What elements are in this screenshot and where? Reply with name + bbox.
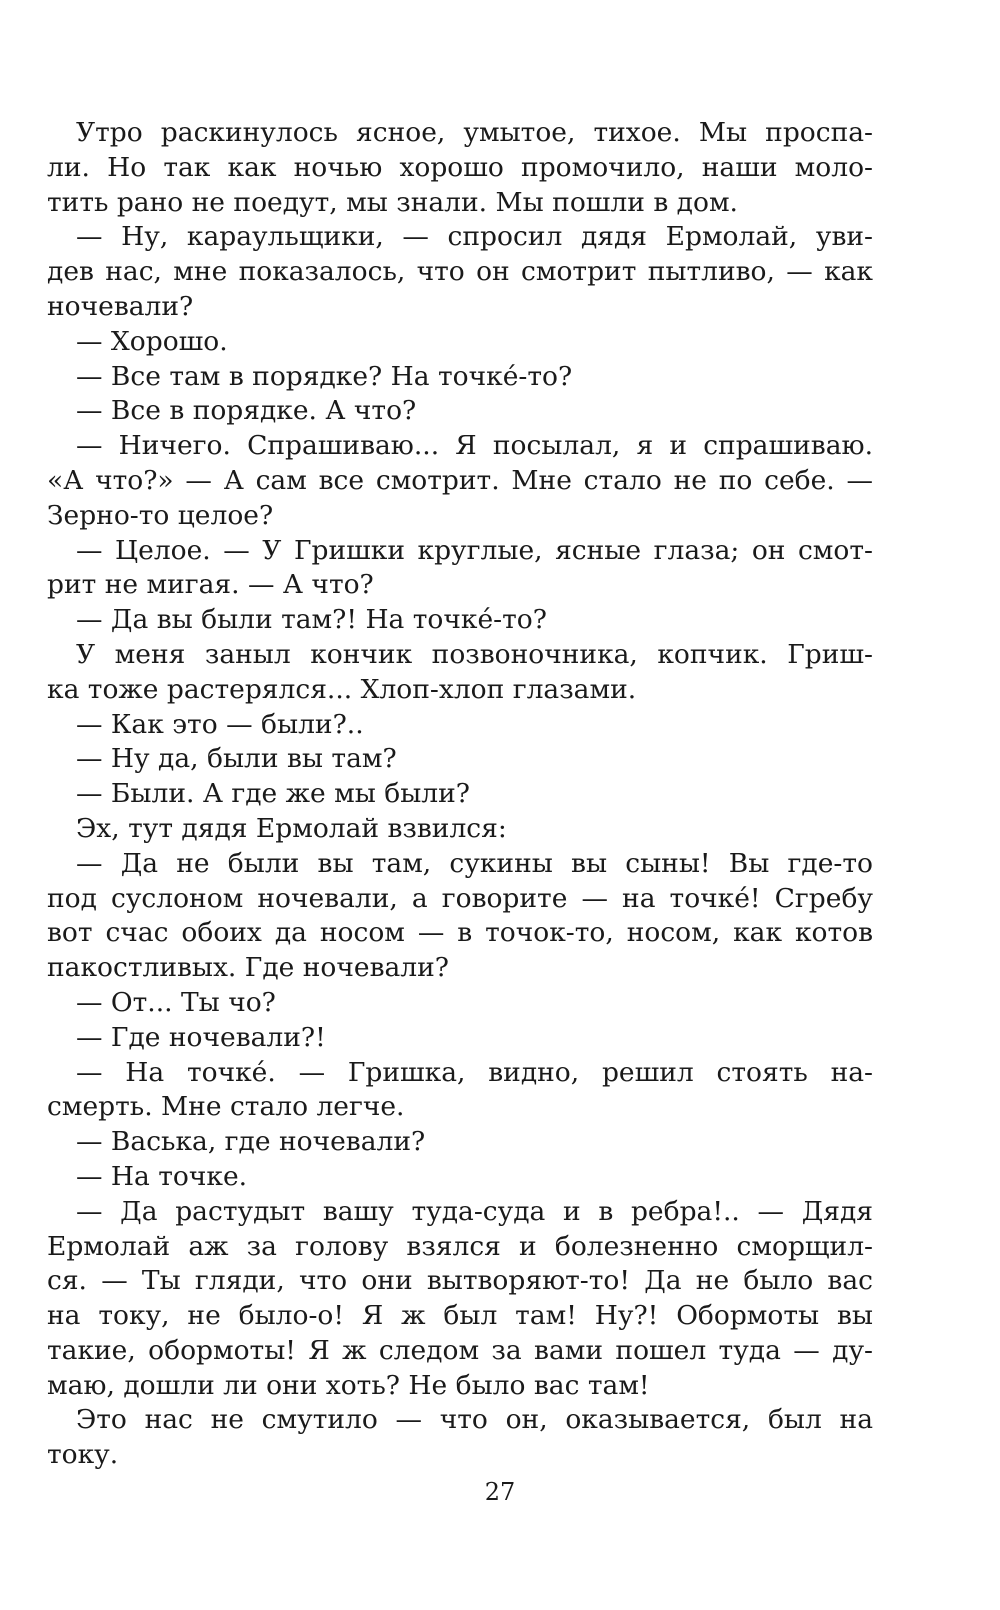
text-line: под суслоном ночевали, а говорите — на точке́! Сгребу: [47, 882, 873, 914]
text-line: ся. — Ты гляди, что они вытворяют-то! Да не было вас: [47, 1265, 873, 1297]
text-line: — Ну, караульщики, — спросил дядя Ермолай, уви-: [76, 221, 873, 253]
text-line: Ермолай аж за голову взялся и болезненно сморщил-: [47, 1230, 873, 1262]
text-line: — На точке.: [76, 1160, 248, 1192]
text-line: — Все там в порядке? На точке́-то?: [76, 360, 573, 392]
text-line: ли. Но так как ночью хорошо промочило, наши моло-: [47, 151, 873, 183]
text-line: — Все в порядке. А что?: [76, 395, 417, 427]
text-line: пакостливых. Где ночевали?: [47, 952, 449, 984]
text-line: — Да вы были там?! На точке́-то?: [76, 604, 547, 636]
text-line: такие, обормоты! Я ж следом за вами пошел туда — ду-: [47, 1334, 873, 1366]
text-line: Это нас не смутило — что он, оказывается, был на: [76, 1404, 873, 1436]
text-line: — Васька, где ночевали?: [76, 1126, 426, 1158]
text-line: — Где ночевали?!: [76, 1021, 326, 1053]
page-number: 27: [484, 1478, 516, 1506]
text-line: — Да не были вы там, сукины вы сыны! Вы где-то: [76, 847, 873, 879]
text-line: Утро раскинулось ясное, умытое, тихое. Мы проспа-: [76, 117, 873, 148]
text-line: маю, дошли ли они хоть? Не было вас там!: [47, 1369, 650, 1401]
text-line: ка тоже растерялся... Хлоп-хлоп глазами.: [47, 673, 637, 705]
text-line: току.: [47, 1439, 119, 1471]
text-line: — Ну да, были вы там?: [76, 743, 397, 775]
text-line: ночевали?: [47, 290, 194, 322]
text-line: — Да растудыт вашу туда-суда и в ребра!.. — Дядя: [76, 1195, 873, 1227]
text-line: Зерно-то целое?: [47, 499, 274, 531]
text-line: — На точке́. — Гришка, видно, решил стоять на-: [76, 1056, 873, 1088]
text-line: рит не мигая. — А что?: [47, 569, 374, 601]
text-line: — Как это — были?..: [76, 708, 364, 740]
text-line: — Целое. — У Гришки круглые, ясные глаза; он смот-: [76, 534, 873, 566]
text-line: — Были. А где же мы были?: [76, 778, 470, 810]
text-line: на току, не было-о! Я ж был там! Ну?! Обормоты вы: [47, 1300, 873, 1332]
text-line: «А что?» — А сам все смотрит. Мне стало не по себе. —: [47, 464, 873, 496]
text-line: — Хорошо.: [76, 325, 228, 357]
body-text: [47, 116, 873, 1473]
text-line: дев нас, мне показалось, что он смотрит пытливо, — как: [47, 256, 873, 288]
text-line: вот счас обоих да носом — в точок-то, носом, как котов: [47, 917, 873, 949]
text-line: тить рано не поедут, мы знали. Мы пошли в дом.: [47, 186, 738, 218]
text-line: У меня заныл кончик позвоночника, копчик. Гриш-: [76, 638, 873, 670]
text-line: смерть. Мне стало легче.: [47, 1091, 405, 1123]
text-line: Эх, тут дядя Ермолай взвился:: [76, 812, 507, 844]
text-line: — От... Ты чо?: [76, 986, 276, 1018]
text-line: — Ничего. Спрашиваю... Я посылал, я и спрашиваю.: [76, 430, 873, 462]
